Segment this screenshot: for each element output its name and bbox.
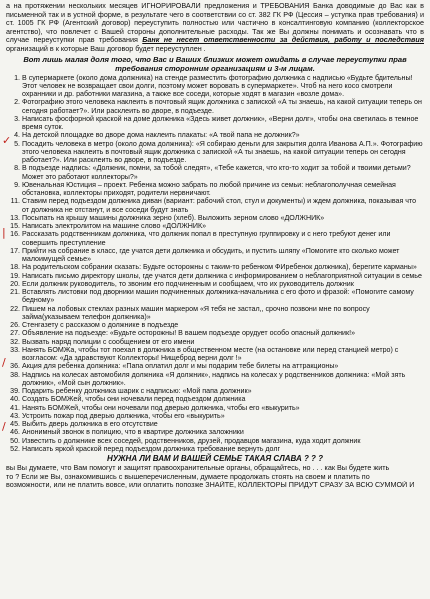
list-item [6,420,424,428]
intro-text: а на протяжении нескольких месяцев ИГНОРИРОВАЛИ предложения и ТРЕБОВАНИЯ Банка доводимые до Вас как в письменной так и в устной форме, в результате чего в соответствии со ст. 382 ГК РФ (Цессия – уступка прав требования) и ст. 1005 ГК РФ (Агентский договор) переуступить полностью или частично в консалтинговую компанию (коллекторское агентство), что повлечет с Вашей стороны дополнительные расходы. Так же Вы должны понимать и осознавать что в случае переуступки прав требования [6,1,424,45]
list-item-text: Пишем на лобовых стеклах разных машин маркером «Я тебя не застал,, срочно позвони мне по вопросу займа(указываем телефон должника)» [22,304,370,321]
list-item-text: Объявление на подъезде: «Будьте осторожны! В вашем подъезде орудует особо опасный должник!» [22,329,356,338]
threat-list [6,74,424,454]
list-item-number: 9. [14,180,20,189]
list-item [6,412,424,420]
list-item-number: 2. [14,98,20,107]
list-item-number: 43. [10,411,20,420]
list-item [6,387,424,395]
list-item-text: Посадить человека в метро (около дома должника): «Я собираю деньги для закрытия долга Иванова А.П.». Фотографию этого человека наклеить в почтовый ящик должника с запиской «А ты знаешь, на какой ситуации теперь он сегодня работает?». Или расклеить во дворе, в подъезде. [22,139,423,165]
list-item-number: 46. [10,428,20,437]
list-item-number: 17. [10,246,20,255]
list-item-number: 19. [10,271,20,280]
list-item [6,230,424,247]
list-item-number: 41. [10,403,20,412]
list-item-text: Акция для ребенка должника: «Папа оплатил долг и мы подарим тебе билеты на аттракционы» [22,362,339,371]
list-item-number: 4. [14,131,20,140]
list-item [6,428,424,436]
list-item [6,404,424,412]
list-item-number: 39. [10,387,20,396]
list-item [6,437,424,445]
list-item-number: 18. [10,263,20,272]
list-item [6,395,424,403]
pen-mark-icon: / [2,420,6,433]
list-item-number: 50. [10,436,20,445]
list-item-text: Ювенальная Юстиция – проект. Ребенка можно забрать по любой причине из семьи: неблагополучная семейная обстановка, коллекторы приходят, родители нервничают. [22,180,396,198]
list-item-text: Фотографию этого человека наклеить в почтовый ящик должника с запиской «А ты знаешь, на какой ситуации теперь он сегодня работает?». Или расклеить во дворе, в подъезде. [22,98,422,115]
list-item-number: 15. [10,222,20,231]
closing-line-2: то ? Если же Вы, ознакомившись с вышеперечисленным, думаете продолжать стоять на своем и платить по [6,472,370,481]
list-item-number: 27. [10,329,20,338]
list-item-text: Прийти на собрание в класс, где учатся дети должника и обсудить, и пустить шляпу «Помогите кто сколько может малоимущей семье» [22,246,400,264]
list-item-number: 40. [10,395,20,404]
list-item [6,346,424,363]
list-item-number: 20. [10,279,20,288]
list-item [6,362,424,370]
list-item-text: Устроить пожар под дверью должника, чтобы его «выкурить» [22,411,225,420]
list-item-number: 33. [10,345,20,354]
list-item-text: Подарить ребенку должника шарик с надписью: «Мой папа должник» [22,387,252,396]
list-item-number: 5. [14,139,20,148]
list-item-number: 36. [10,362,20,371]
list-item-text: Написать фосфорной краской на доме должника «Здесь живет должник», «Верни долг», чтобы она светилась в темное время суток. [22,114,419,132]
list-item-text: Написать письмо директору школы, где учатся дети должника с информированием о неблагоприятной ситуации в семье [22,271,422,280]
list-item [6,214,424,222]
pen-mark-icon: / [2,356,6,369]
list-item-text: В подъезде надпись: «Должник, помни, за тобой следят», «Тебе кажется, что кто-то ходит за тобой и твоими детьми? Может это работают коллекторы?» [22,164,411,181]
list-item [6,197,424,214]
intro-emphasis: Банк не несет ответственности за действия, работу и последствия [142,35,424,45]
list-item [6,305,424,322]
intro-text-end: организаций в к которые Ваш договор будет переуступлен . [6,43,206,53]
list-item [6,280,424,288]
list-item-text: Нанять БОМЖей, чтобы они ночевали под дверью должника, чтобы его «выкурить» [22,403,300,412]
list-item-number: 52. [10,444,20,453]
list-item-text: Вызвать наряд полиции с сообщением от его имени [22,337,195,346]
list-item-text: Написать яркой краской перед подъездом должника требование вернуть долг [22,444,281,453]
list-item-text: Написать электролитом на машине слово «ДОЛЖНИК» [22,222,207,231]
list-item [6,131,424,139]
list-item [6,338,424,346]
list-item [6,74,424,99]
closing-line-3: возможности, или не платить вовсе, или оплатить попозже ЗНАЙТЕ, КОЛЛЕКТОРЫ ПРИДУТ СРАЗУ ЗА ВСЮ СУММОЙ И [6,481,415,490]
list-item-number: 38. [10,370,20,379]
list-item [6,263,424,271]
list-item [6,272,424,280]
list-item-text: В супермаркете (около дома должника) на стенде разместить фотографию должника с надписью «Будьте бдительны! Этот человек не возвращает свои долги, поэтому может воровать в супермаркете». Чтоб на него косо смотрели охранники и др. работники магазина, а также все соседи, которые ходят в магазин «возле дома». [22,73,413,99]
list-item-text: Нанять БОМЖа, чтобы тот поехал в должника в общественном месте (на остановке или перед станцией метро) с возгласом: «Да здравствуют Коллекторы! Нищеброд верни долг !» [22,345,399,363]
pen-mark-icon: | [2,226,6,239]
list-item-text: Выбить дверь должника в его отсутствие [22,420,158,429]
list-item-text: Создать БОМЖей, чтобы они ночевали перед подъездом должника [22,395,246,404]
list-item [6,222,424,230]
list-item [6,445,424,453]
list-item [6,329,424,337]
list-item-number: 3. [14,114,20,123]
list-item-text: Если должник руководитель, то звоним его подчиненным и сообщаем, что их руководитель должник [22,279,354,288]
list-item-number: 8. [14,164,20,173]
list-item-number: 11. [10,197,20,206]
list-item [6,288,424,305]
list-item [6,321,424,329]
list-item-number: 45. [10,420,20,429]
list-item-number: 32. [10,337,20,346]
list-item [6,247,424,264]
list-item-text: Известить о должнике всех соседей, родственников, друзей, продавцов магазина, куда ходит должник [22,436,361,445]
list-item [6,371,424,388]
list-item-number: 21. [10,288,20,297]
list-item-number: 13. [10,213,20,222]
list-item-text: Стенгазету с рассказом о должнике в подъезде [22,321,179,330]
list-item-text: Посыпать на крышу машины должника зерно (хлеб). Выложить зерном слово «ДОЛЖНИК» [22,213,325,222]
closing-heading: НУЖНА ЛИ ВАМ И ВАШЕЙ СЕМЬЕ ТАКАЯ СЛАВА ? ? ? [106,454,324,464]
intro-paragraph [6,2,424,54]
list-item-number: 22. [10,304,20,313]
list-item-text: На детской площадке во дворе дома наклеить плакаты: «А твой папа не должник?» [22,131,300,140]
list-item-text: Анонимный звонок в полицию, что в квартире должника заложники [22,428,244,437]
list-item-number: 26. [10,321,20,330]
list-item [6,98,424,115]
list-item-text: Вставлять листовки под дворники машин подчиненных должника-начальника с его фото и фразой: «Помогите самому бедному» [22,288,414,305]
list-item-text: Ставим перед подъездом должника диван (вариант: рабочий стол, стул и документы) и ждем должника, показывая что от должника не отстанут, и все соседи будут знать [22,197,417,214]
list-item-text: Надпись на колесах автомобиля должника «Я должник», надпись на колесах у родственников должника: «Мой зять должник», «Мой сын должник». [22,370,406,387]
list-item [6,181,424,198]
pen-mark-icon: ✓ [2,134,12,147]
list-item-text: На родительском собрании сказать: Будьте осторожны с таким-то ребенком ФИребенок должника), берегите карманы» [22,263,417,272]
list-item [6,164,424,181]
list-item-text: Рассказать родственникам должника, что должник попал в преступную группировку и с него требуют денег или совершить преступление [22,230,391,247]
list-item-number: 16. [10,230,20,239]
list-item-number: 1. [14,73,20,82]
warning-banner: Вот лишь малая доля того, что Вас и Ваших близких может ожидать в случае переуступки прав требования сторонним организациям и 3-м лицам. [23,54,407,73]
closing-line-1: вы Вы думаете, что Вам помогут и защитят правоохранительные органы, обращайтесь, но . . . как Вы будете жить [6,464,390,473]
list-item [6,115,424,132]
list-item [6,140,424,165]
